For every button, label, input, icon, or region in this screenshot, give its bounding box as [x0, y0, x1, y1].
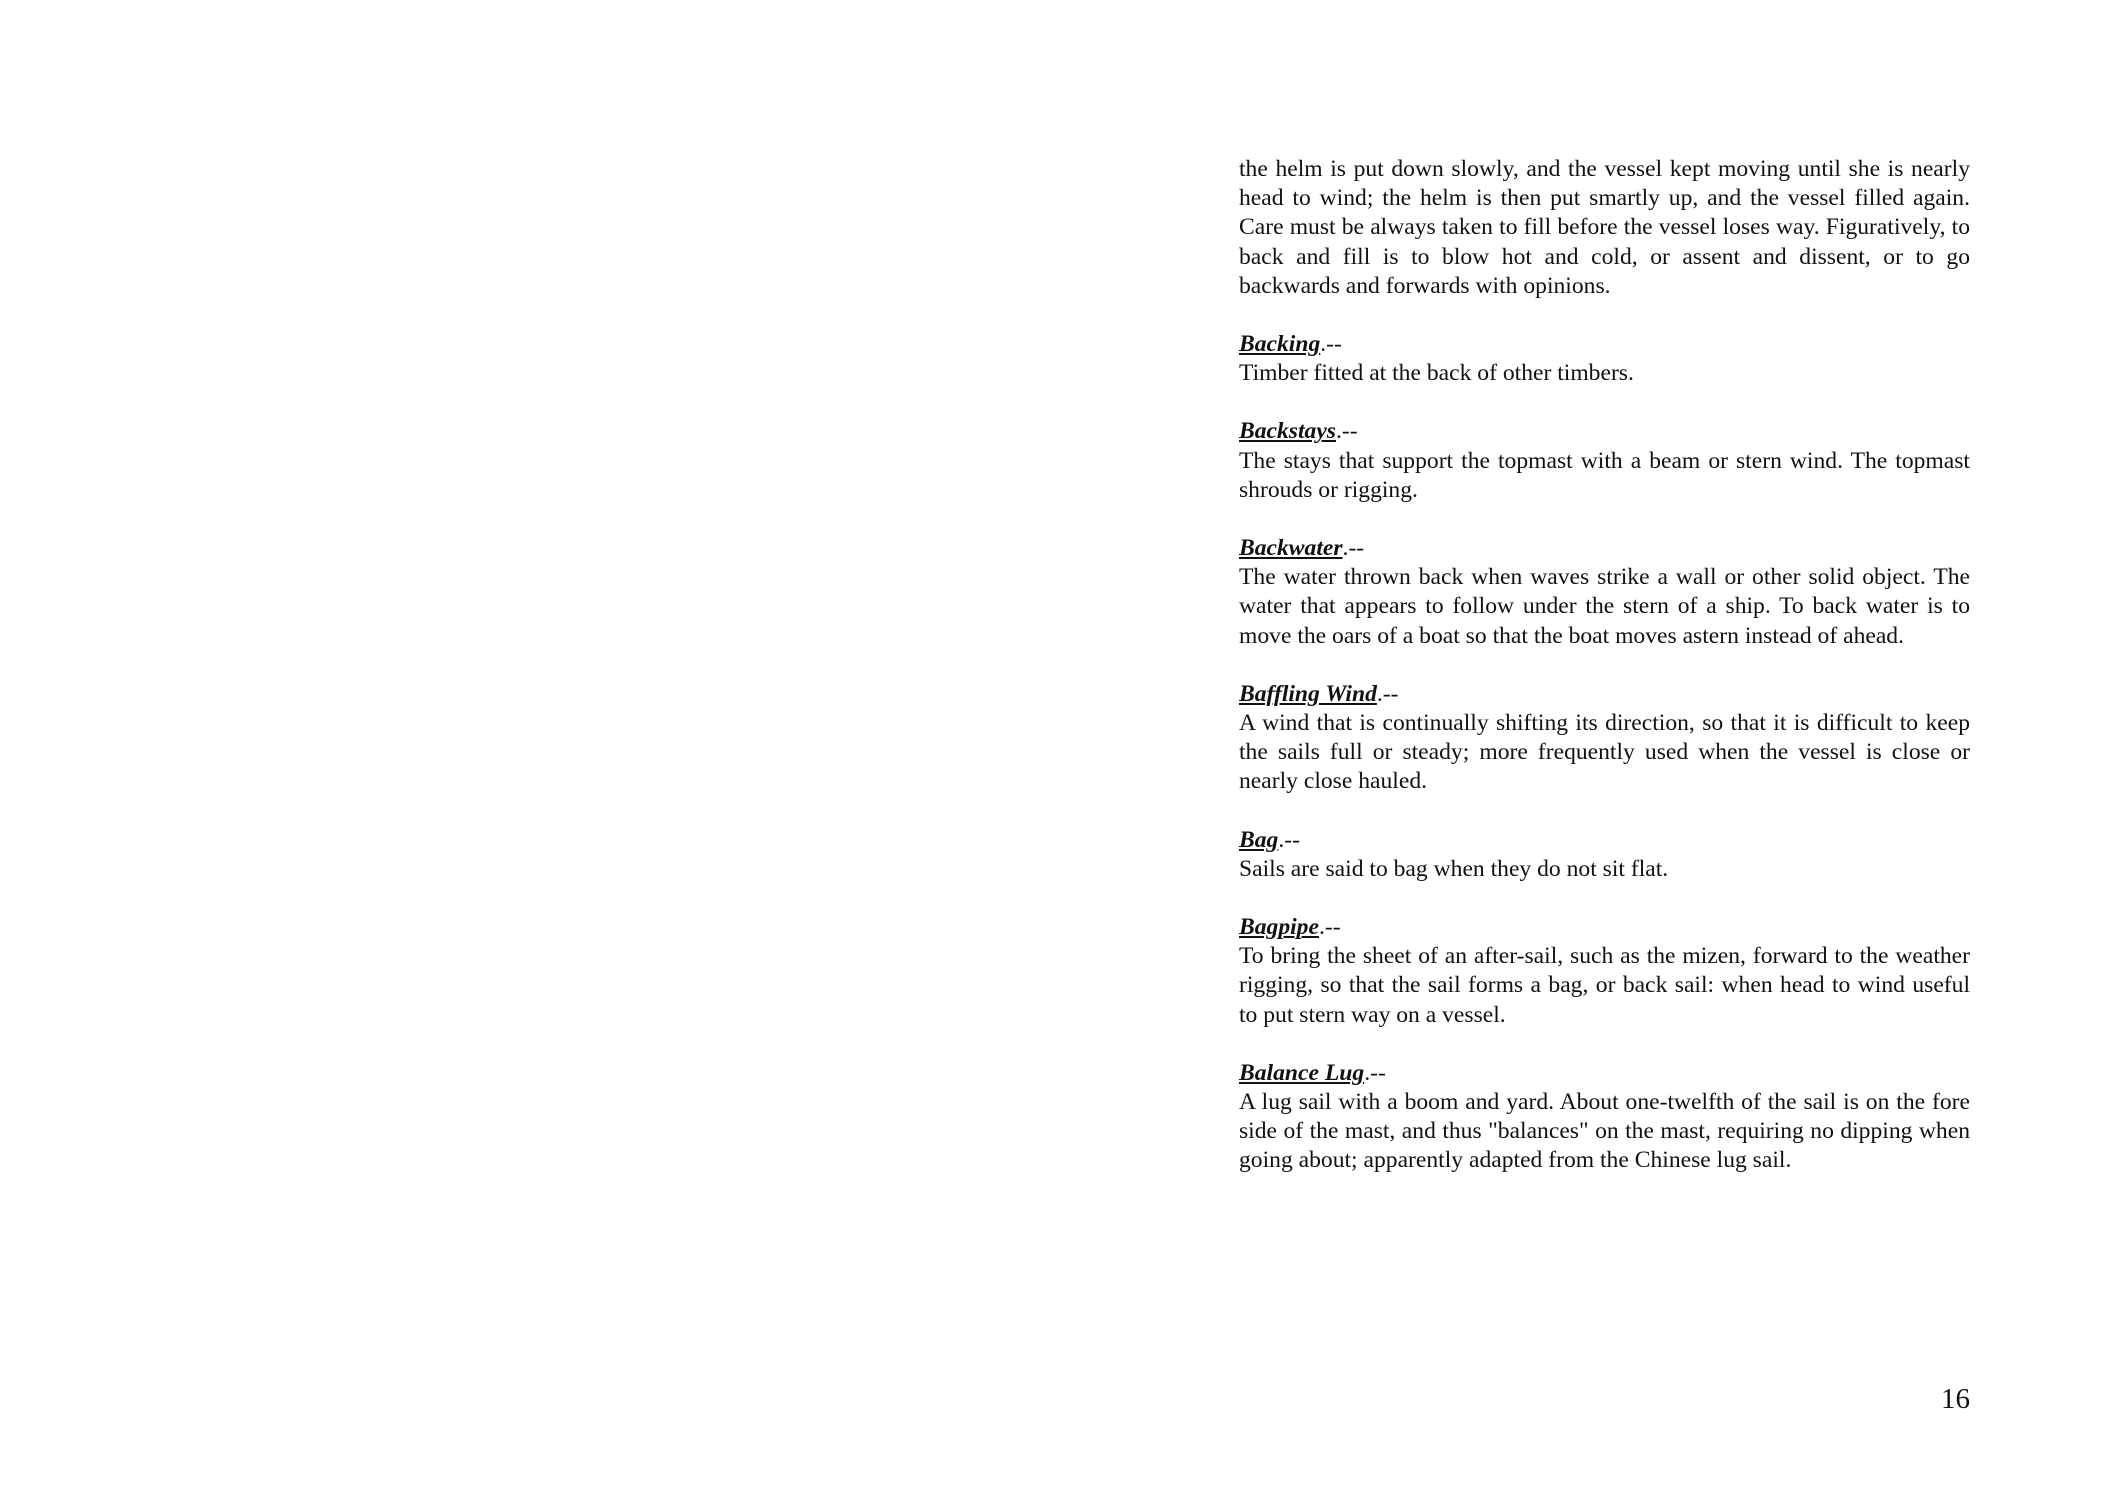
entry-suffix: .-- [1376, 680, 1399, 707]
entry-term: Backwater [1239, 535, 1343, 562]
entry-definition: The water thrown back when waves strike a wall or other solid object. The water that appears to follow under the stern of a ship. To back water is to move the oars of a boat so that the boat moves astern instead of ahead. [1239, 564, 1970, 649]
entry-heading [1239, 534, 1970, 563]
entry-suffix: .-- [1336, 418, 1358, 445]
entry-suffix: .-- [1342, 535, 1365, 562]
entry-definition: A wind that is continually shifting its direction, so that it is difficult to keep the sails full or steady; more frequently used when the vessel is close or nearly close hauled. [1239, 710, 1970, 795]
entry-definition: Sails are said to bag when they do not sit flat. [1239, 855, 1669, 882]
entry-suffix: .-- [1318, 914, 1341, 941]
entry-term: Baffling Wind [1239, 680, 1377, 707]
continued-paragraph: the helm is put down slowly, and the vessel kept moving until she is nearly head to wind; the helm is then put smartly up, and the vessel filled again. Care must be always taken to fill before the vessel loses way. Figuratively, to back and fill is to blow hot and cold, or assent and dissent, or to go backwards and forwards with opinions. [1239, 156, 1970, 299]
entry-definition: A lug sail with a boom and yard. About one-twelfth of the sail is on the fore side of the mast, and thus "balances" on the mast, requiring no dipping when going about; apparently adapted from the Chinese lug sail. [1239, 1089, 1970, 1174]
entry-heading [1239, 1059, 1970, 1088]
entry-term: Backing [1239, 331, 1321, 358]
glossary-entry-backing [1239, 330, 1970, 388]
entry-heading [1239, 913, 1970, 942]
entry-term: Bag [1239, 826, 1279, 853]
entry-definition: Timber fitted at the back of other timbers. [1239, 360, 1634, 387]
glossary-column [1239, 155, 1970, 1205]
entry-term: Bagpipe [1239, 914, 1319, 941]
entry-heading [1239, 680, 1970, 709]
glossary-entry-bag [1239, 826, 1970, 884]
entry-heading [1239, 826, 1970, 855]
glossary-entry-balance-lug [1239, 1059, 1970, 1176]
entry-suffix: .-- [1364, 1059, 1386, 1086]
glossary-entry-backstays [1239, 417, 1970, 505]
entry-definition: To bring the sheet of an after-sail, such as the mizen, forward to the weather rigging, so that the sail forms a bag, or back sail: when head to wind useful to put stern way on a vessel. [1239, 943, 1970, 1028]
entry-term: Backstays [1239, 418, 1336, 445]
glossary-entry-baffling-wind [1239, 680, 1970, 797]
page-number: 16 [1941, 1383, 1970, 1415]
entry-heading [1239, 417, 1970, 446]
entry-suffix: .-- [1278, 826, 1300, 853]
glossary-entry-backwater [1239, 534, 1970, 651]
entry-term: Balance Lug [1239, 1059, 1365, 1086]
entry-definition: The stays that support the topmast with a beam or stern wind. The topmast shrouds or rigging. [1239, 447, 1970, 503]
entry-suffix: .-- [1320, 331, 1342, 358]
entry-heading [1239, 330, 1970, 359]
glossary-entry-bagpipe [1239, 913, 1970, 1030]
